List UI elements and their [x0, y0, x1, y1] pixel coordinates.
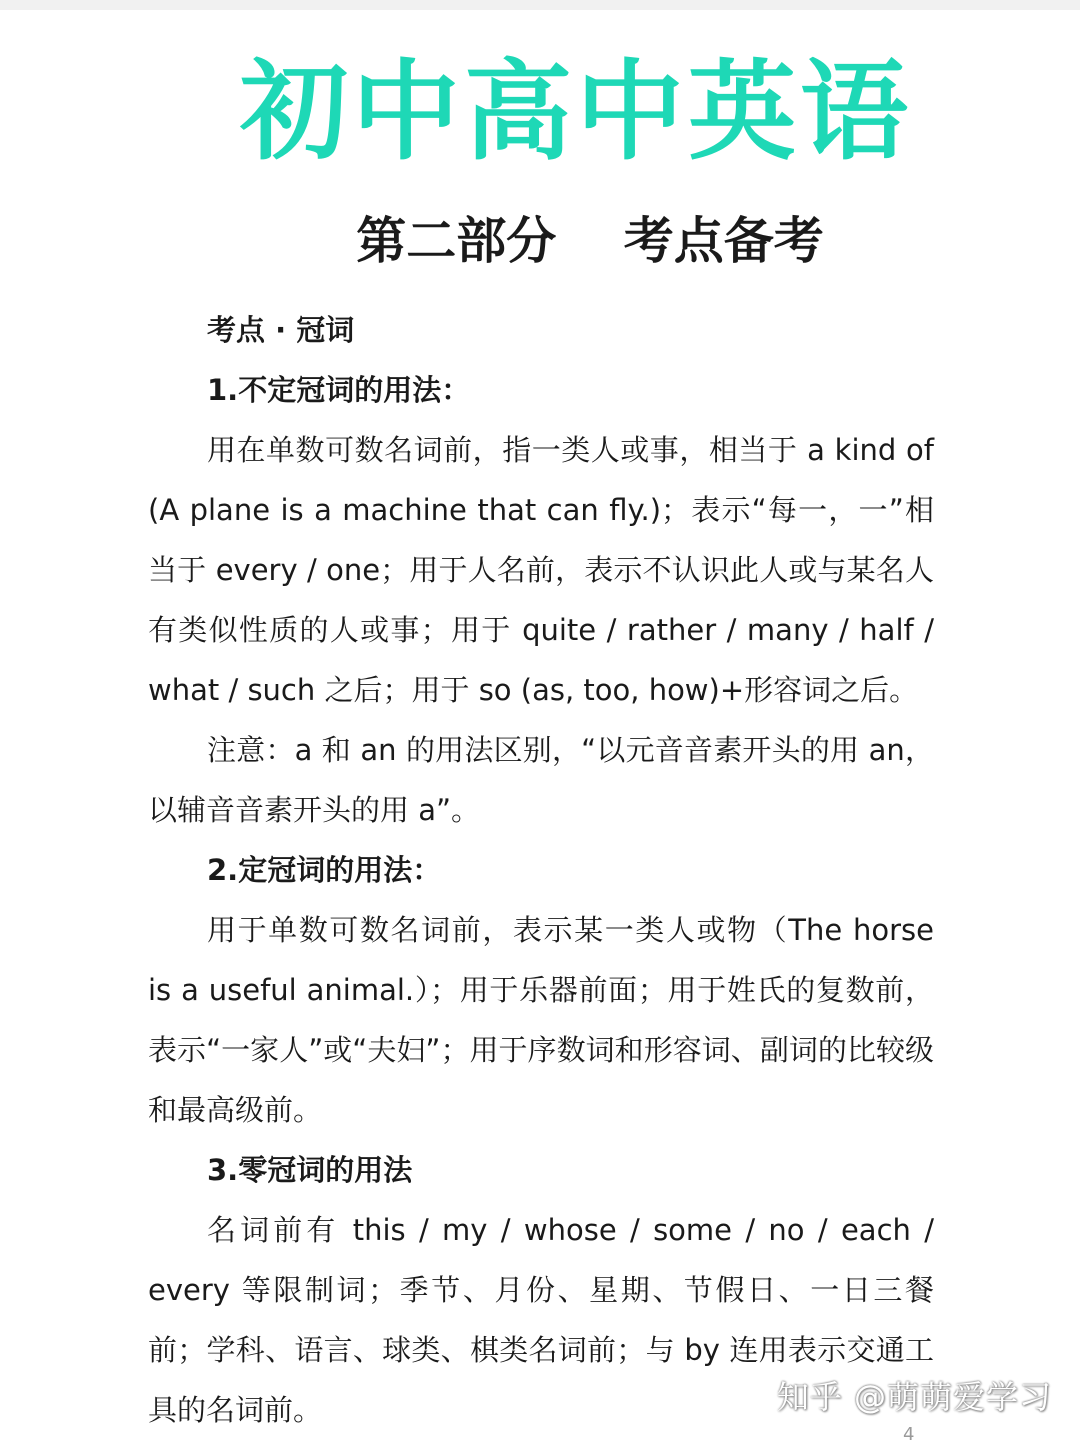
section-heading-zero-article: 3.零冠词的用法	[207, 1153, 413, 1187]
page-title: 初中高中英语	[239, 50, 912, 175]
paragraph-note: 注意：a 和 an 的用法区别，“以元音音素开头的用 an，以辅音音素开头的用 a”。	[148, 733, 934, 827]
top-strip	[0, 0, 1080, 10]
document-body	[148, 300, 934, 1440]
page-number: 4	[903, 1424, 915, 1445]
section-subtitle: 第二部分 考点备考	[356, 212, 824, 270]
paragraph-definite-article: 用于单数可数名词前，表示某一类人或物（The horse is a useful animal.）；用于乐器前面；用于姓氏的复数前，表示“一家人”或“夫妇”；用于序数词和形容词、副词的比较级和最高级前。	[148, 913, 934, 1127]
section-heading-topic: 考点 · 冠词	[207, 313, 355, 347]
section-heading-definite-article: 2.定冠词的用法：	[207, 853, 442, 887]
section-heading-indefinite-article: 1.不定冠词的用法：	[207, 373, 471, 407]
paragraph-indefinite-article: 用在单数可数名词前，指一类人或事，相当于 a kind of (A plane is a machine that can fly.)；表示“每一，一”相当于 every / one；用于人名前，表示不认识此人或与某名人有类似性质的人或事；用于 quite / rather / many / half / what / such 之后；用于 so (as, too, how)+形容词之后。	[148, 433, 934, 707]
watermark: 知乎 @萌萌爱学习	[776, 1378, 1052, 1416]
paragraph-zero-article: 名词前有 this / my / whose / some / no / each / every 等限制词；季节、月份、星期、节假日、一日三餐前；学科、语言、球类、棋类名词前；与 by 连用表示交通工具的名词前。	[148, 1213, 934, 1427]
